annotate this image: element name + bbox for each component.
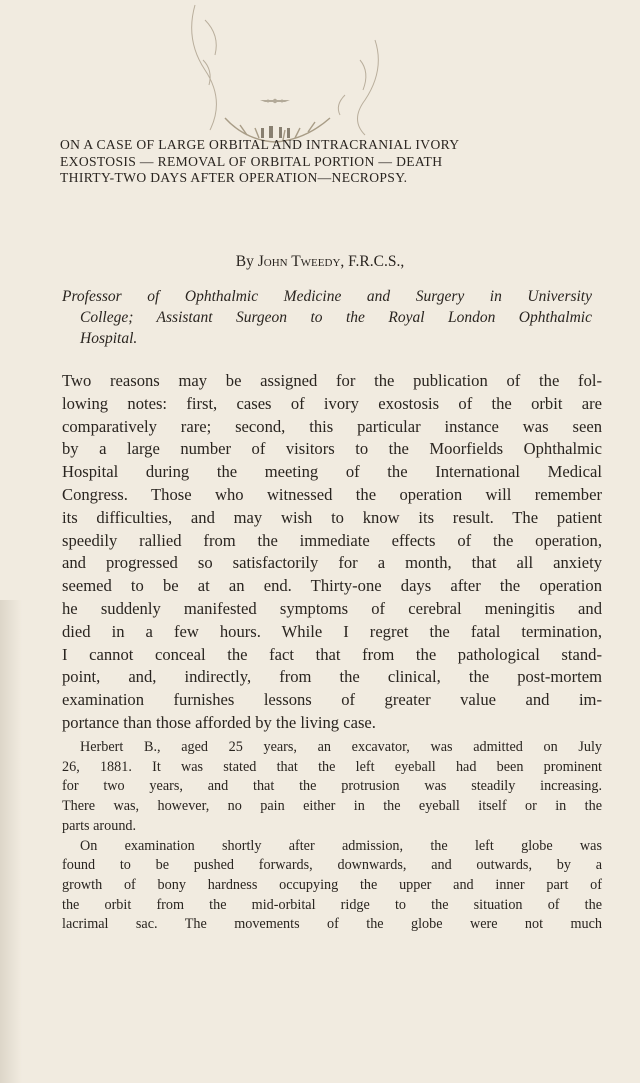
paragraph-line: Herbert B., aged 25 years, an excavator, was admitted on July: [80, 739, 602, 755]
paragraph-line: lowing notes: first, cases of ivory exostosis of the orbit are: [62, 393, 602, 413]
paragraph-line: died in a few hours. While I regret the fatal termination,: [62, 621, 602, 641]
paragraph-line: On examination shortly after admission, the left globe was: [80, 837, 602, 854]
paragraph-line: portance than those afforded by the living case.: [62, 712, 376, 732]
paragraph-line: Hospital during the meeting of the International Medical: [62, 462, 602, 482]
title-line: THIRTY-TWO DAYS AFTER OPERATION—NECROPSY.: [60, 170, 408, 185]
decorative-ornament: [165, 0, 405, 150]
paragraph-line: he suddenly manifested symptoms of cerebral meningitis and: [62, 598, 602, 618]
paragraph-line: There was, however, no pain either in the eyeball itself or in the: [62, 798, 602, 815]
author-name: John Tweedy: [257, 253, 341, 270]
paragraph-line: Congress. Those who witnessed the operation will remember: [62, 484, 602, 504]
author-credentials: , F.R.C.S.,: [340, 253, 405, 270]
paragraph-line: found to be pushed forwards, downwards, and outwards, by a: [62, 857, 602, 874]
paragraph-line: examination furnishes lessons of greater value and im-: [62, 690, 602, 710]
author-byline: [0, 253, 640, 271]
paragraph-line: Two reasons may be assigned for the publication of the fol-: [62, 371, 602, 390]
paragraph-line: comparatively rare; second, this particular instance was seen: [62, 416, 602, 436]
title-line: ON A CASE OF LARGE ORBITAL AND INTRACRANIAL IVORY: [60, 137, 460, 152]
paragraph-line: by a large number of visitors to the Moorfields Ophthalmic: [62, 439, 602, 459]
affiliation-line: Hospital.: [80, 330, 138, 347]
paragraph-line: the orbit from the mid-orbital ridge to the situation of the: [62, 896, 602, 913]
paragraph-line: its difficulties, and may wish to know its result. The patient: [62, 507, 602, 527]
paragraph-line: seemed to be at an end. Thirty-one days after the operation: [62, 576, 602, 596]
paragraph-line: I cannot conceal the fact that from the pathological stand-: [62, 644, 602, 664]
affiliation-line: Professor of Ophthalmic Medicine and Surgery in University: [62, 288, 592, 305]
title-line: EXOSTOSIS — REMOVAL OF ORBITAL PORTION — DEATH: [60, 153, 443, 169]
paragraph-line: speedily rallied from the immediate effects of the operation,: [62, 530, 602, 550]
page-edge-shadow: [0, 600, 22, 1083]
paragraph-line: 26, 1881. It was stated that the left eyeball had been prominent: [62, 758, 602, 775]
paragraph-line: point, and, indirectly, from the clinical, the post-mortem: [62, 667, 602, 687]
byline-prefix: By: [235, 253, 254, 270]
author-affiliation: [62, 286, 592, 349]
paragraph-line: and progressed so satisfactorily for a month, that all anxiety: [62, 553, 602, 573]
article-title: [60, 137, 596, 187]
paragraph-line: for two years, and that the protrusion was steadily increasing.: [62, 778, 602, 795]
case-report: [62, 738, 602, 935]
paragraph-line: parts around.: [62, 817, 137, 834]
paragraph-line: lacrimal sac. The movements of the globe were not much: [62, 916, 602, 933]
affiliation-line: College; Assistant Surgeon to the Royal London Ophthalmic: [80, 309, 592, 326]
intro-paragraph: [62, 370, 602, 735]
paragraph-line: growth of bony hardness occupying the upper and inner part of: [62, 876, 602, 893]
